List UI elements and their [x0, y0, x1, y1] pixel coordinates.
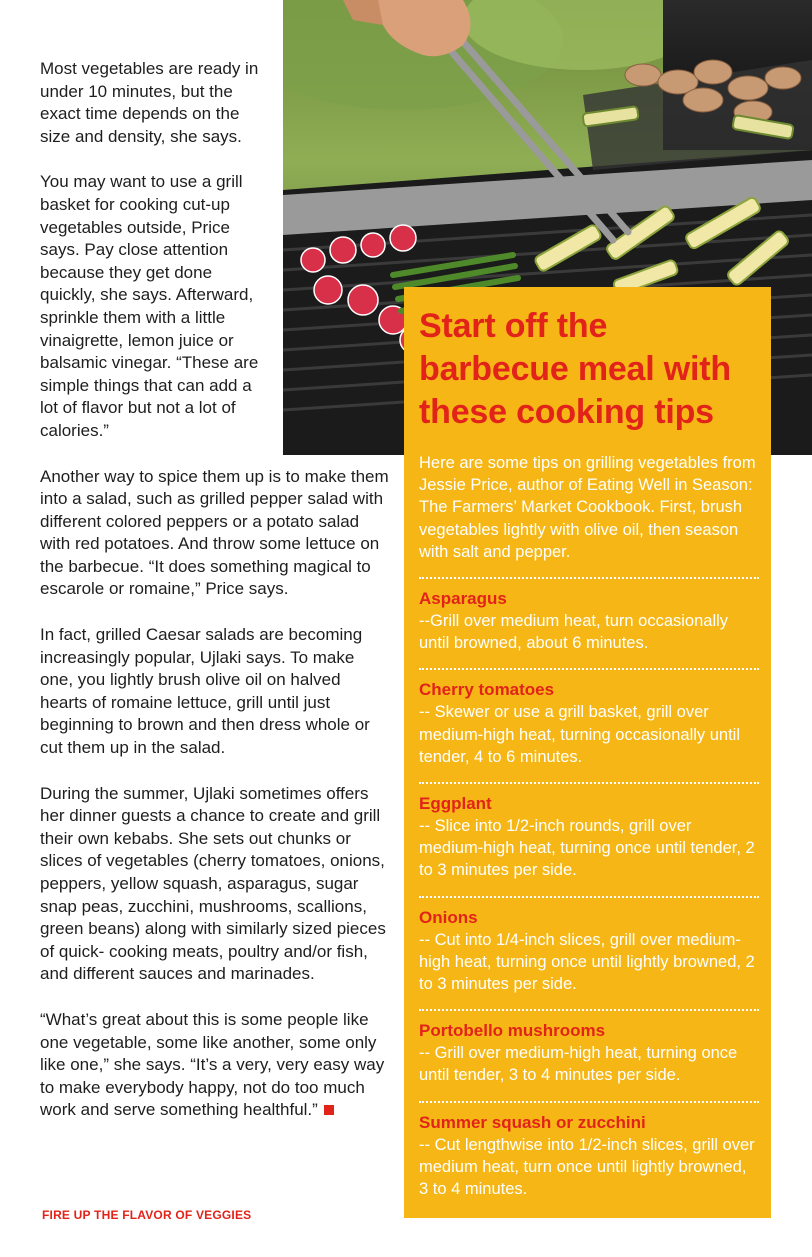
article-paragraph-last: [40, 1009, 392, 1122]
tip-desc: -- Grill over medium-high heat, turning once until tender, 3 to 4 minutes per side.: [419, 1044, 738, 1085]
tip-onions: [419, 896, 759, 996]
tips-title: Start off the barbecue meal with these cooking tips: [419, 307, 731, 431]
article-paragraph-text: “What’s great about this is some people like one vegetable, some like another, some only like one,” she says. “It’s a very, very easy way to make everybody happy, not do too much work and serve something healthful.”: [40, 1009, 385, 1120]
page-footer: FIRE UP THE FLAVOR OF VEGGIES: [42, 1208, 252, 1222]
tip-desc: -- Skewer or use a grill basket, grill over medium-high heat, turning occasionally until tender, 4 to 6 minutes.: [419, 703, 741, 766]
tip-desc: -- Slice into 1/2-inch rounds, grill over medium-high heat, turning once until tender, 2 to 3 minutes per side.: [419, 817, 755, 880]
tip-name: Portobello mushrooms: [419, 1021, 606, 1041]
tip-name: Cherry tomatoes: [419, 680, 555, 700]
tip-summer-squash: [419, 1101, 759, 1201]
tip-desc: -- Cut into 1/4-inch slices, grill over medium-high heat, turning once until lightly browned, 2 to 3 minutes per side.: [419, 930, 755, 994]
tip-name: Onions: [419, 907, 478, 927]
article-body: [40, 58, 392, 1122]
tip-name: Summer squash or zucchini: [419, 1112, 646, 1132]
tips-intro: Here are some tips on grilling vegetables from Jessie Price, author of Eating Well in Season: The Farmers’ Market Cookbook. First, brush vegetables lightly with olive oil, then season with salt and pepper.: [419, 454, 756, 561]
article-paragraph: In fact, grilled Caesar salads are becoming increasingly popular, Ujlaki says. To make one, you lightly brush olive oil on halved hearts of romaine lettuce, grill until just beginning to brown and then dress whole or cut them up in the salad.: [40, 625, 370, 758]
article-paragraph: During the summer, Ujlaki sometimes offers her dinner guests a chance to create and grill their own kebabs. She sets out chunks or slices of vegetables (cherry tomatoes, onions, peppers, yellow squash, asparagus, sugar snap peas, zucchini, mushrooms, scallions, green beans) along with similarly sized pieces of quick- cooking meats, poultry and/or fish, and different sauces and marinades.: [40, 783, 386, 984]
tip-cherry-tomatoes: [419, 668, 759, 768]
article-paragraph: Most vegetables are ready in under 10 minutes, but the exact time depends on the size and density, she says.: [40, 59, 259, 146]
tip-desc: -- Cut lengthwise into 1/2-inch slices, grill over medium heat, turn once until lightly browned, 3 to 4 minutes.: [419, 1135, 755, 1199]
tip-portobello-mushrooms: [419, 1009, 759, 1086]
tip-desc: --Grill over medium heat, turn occasionally until browned, about 6 minutes.: [419, 612, 729, 653]
tip-name: Eggplant: [419, 794, 492, 814]
tips-box: [404, 287, 771, 1218]
article-paragraph: You may want to use a grill basket for cooking cut-up vegetables outside, Price says. Pay close attention because they get done quickly, she says. Afterward, sprinkle them with a little vinaigrette, lemon juice or balsamic vinegar. “These are simple things that can add a lot of flavor but not a lot of calories.”: [40, 172, 259, 440]
article-paragraph: Another way to spice them up is to make them into a salad, such as grilled pepper salad with different colored peppers or a potato salad with red potatoes. And throw some lettuce on the barbecue. “It does something magical to escarole or romaine,” Price says.: [40, 466, 389, 599]
tip-asparagus: [419, 577, 759, 654]
end-mark-icon: [324, 1105, 334, 1115]
tip-name: Asparagus: [419, 589, 507, 609]
tip-eggplant: [419, 782, 759, 882]
